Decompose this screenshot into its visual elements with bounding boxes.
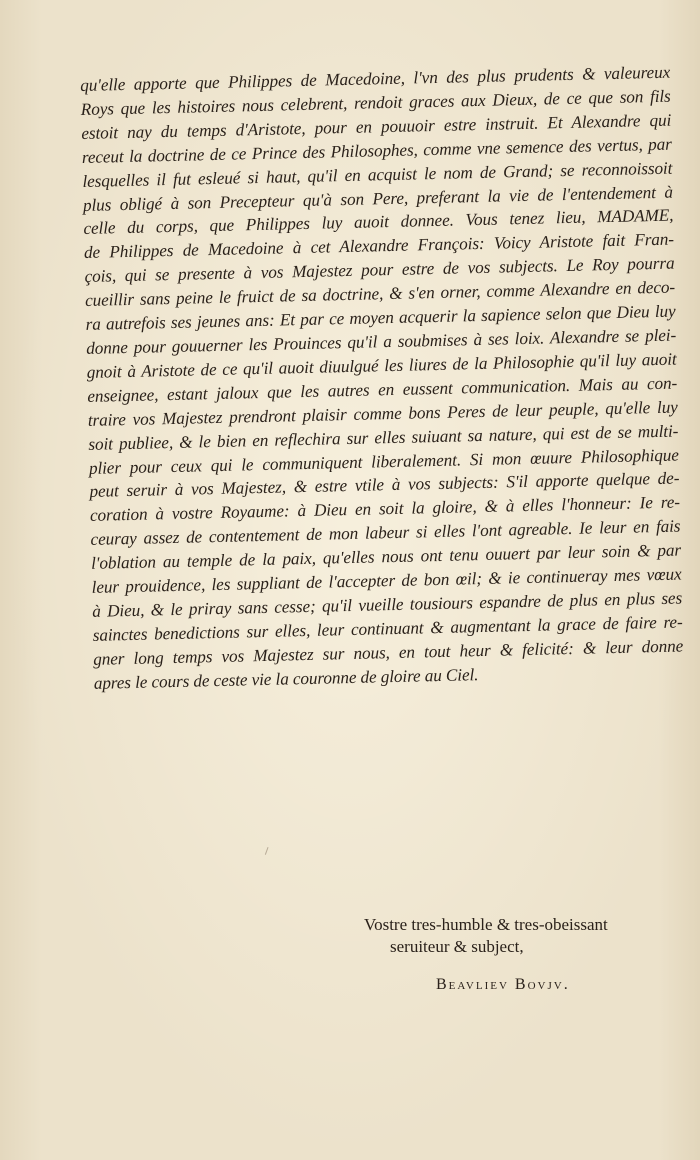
closing-line-2: seruiteur & subject, — [390, 937, 524, 956]
text-line: traire vos Majestez prendront plaisir comme bons Peres de leur peuple, qu'elle luy — [87, 397, 678, 430]
text-line: ra autrefois ses jeunes ans: Et par ce moyen acquerir la sapience selon que Dieu luy — [85, 301, 676, 334]
text-line: soit publiee, & le bien en reflechira sur elles suiuant sa nature, qui est de se multi- — [88, 421, 679, 454]
text-line: ceuray assez de contentement de mon labeur si elles l'ont agreable. Ie leur en fais — [90, 516, 681, 550]
text-line: à Dieu, & le priray sans cesse; qu'il vueille tousiours espandre de plus en plus ses — [91, 588, 683, 621]
text-line: coration à vostre Royaume: à Dieu en soit la gloire, & à elles l'honneur: Ie re- — [89, 492, 681, 526]
text-line: l'oblation au temple de la paix, qu'elles nous ont tenu ouuert par leur soin & par — [90, 540, 682, 573]
author-name: Beavliev Bovjv. — [436, 976, 570, 993]
text-line: plier pour ceux qui le communiquent liberalement. Si mon œuure Philosophique — [88, 445, 680, 478]
text-line: Roys que les histoires nous celebrent, rendoit graces aux Dieux, de ce que son fils — [80, 86, 671, 119]
text-line: qu'elle apporte que Philippes de Macedoine, l'vn des plus prudents & valeureux — [80, 62, 671, 95]
text-line: sainctes benedictions sur elles, leur continuant & augmentant la grace de faire re- — [92, 612, 683, 645]
dedication-text — [80, 61, 684, 696]
text-line: celle du corps, que Philippes luy auoit donnee. Vous tenez lieu, MADAME, — [83, 206, 674, 239]
text-line: estoit nay du temps d'Aristote, pour en pouuoir estre instruit. Et Alexandre qui — [81, 110, 672, 143]
text-line: receut la doctrine de ce Prince des Philosophes, comme vne semence des vertus, par — [81, 134, 672, 167]
text-line: plus obligé à son Precepteur qu'à son Pere, preferant la vie de l'entendement à — [82, 182, 674, 215]
text-line: lesquelles il fut esleué si haut, qu'il en acquist le nom de Grand; se reconnoissoit — [82, 158, 673, 191]
text-line: enseignee, estant jaloux que les autres en eussent communication. Mais au con- — [87, 373, 678, 406]
text-line: peut seruir à vos Majestez, & estre vtile à vos subjects: S'il apporte quelque de- — [89, 468, 680, 502]
text-line: gner long temps vos Majestez sur nous, en tout heur & felicité: & leur donne — [93, 636, 684, 669]
text-line: cueillir sans peine le fruict de sa doctrine, & s'en orner, comme Alexandre en deco- — [84, 277, 676, 311]
text-line: donne pour gouuerner les Prouinces qu'il a soubmises à ses loix. Alexandre se plei- — [86, 325, 677, 358]
signature-block — [364, 914, 684, 996]
closing-line-1: Vostre tres-humble & tres-obeissant — [364, 915, 608, 934]
text-line: çois, qui se presente à vos Majestez pour estre de vos subjects. Le Roy pourra — [84, 253, 675, 287]
paper-mark — [265, 847, 274, 857]
text-line: leur prouidence, les suppliant de l'accepter de bon œil; & ie continueray mes vœux — [91, 564, 682, 597]
text-line-last: apres le cours de ceste vie la couronne de gloire au Ciel. — [93, 664, 479, 693]
text-line: de Philippes de Macedoine à cet Alexandre François: Voicy Aristote fait Fran- — [83, 229, 675, 263]
text-line: gnoit à Aristote de ce qu'il auoit diuulgué les liures de la Philosophie qu'il luy auoit — [86, 349, 677, 382]
